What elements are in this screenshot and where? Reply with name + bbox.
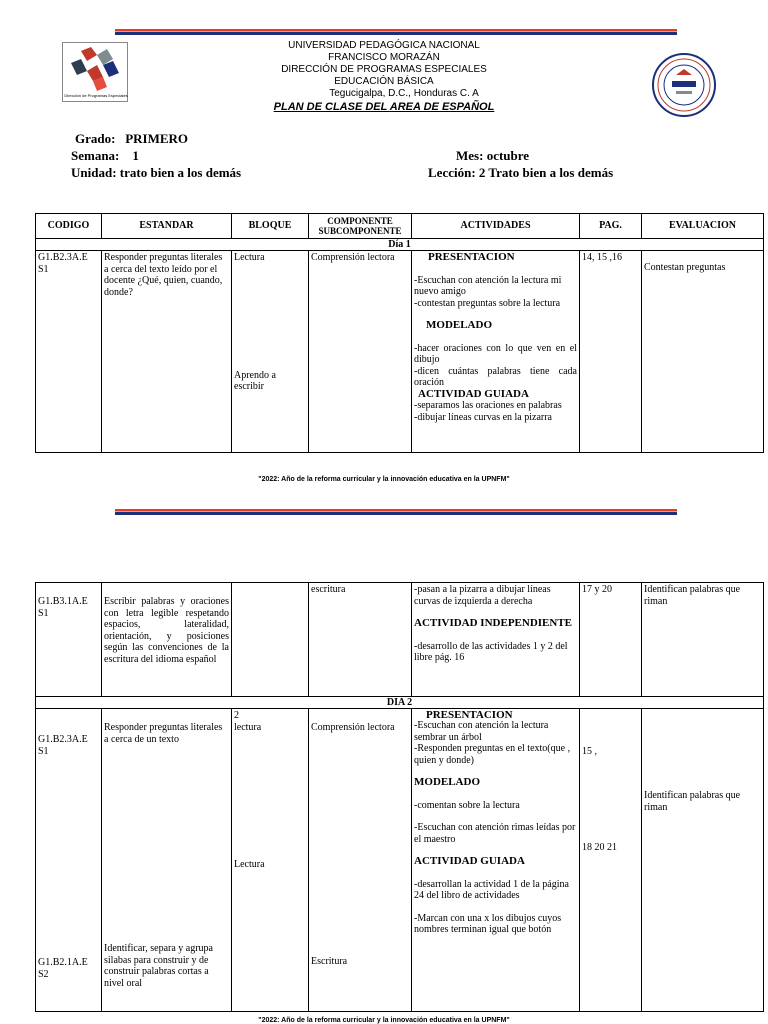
activity-text: -pasan a la pizarra a dibujar líneas curvas de izquierda a derecha [414, 584, 551, 607]
grado-value: PRIMERO [125, 131, 189, 146]
table-row [36, 251, 764, 453]
actividades-cell [412, 251, 580, 453]
mes-value: octubre [486, 148, 530, 163]
activity-text: -hacer oraciones con lo que ven en el dibujo [414, 342, 577, 365]
university-seal-icon [654, 55, 714, 115]
table-row [36, 709, 764, 1012]
codigo-text: G1.B3.1A.E S1 [38, 596, 88, 619]
col-estandar: ESTANDAR [102, 214, 232, 239]
table-row [36, 583, 764, 697]
estandar-cell: Responder preguntas literales a cerca del texto leído por el docente ¿Qué, quien, cuando, donde? [102, 251, 232, 453]
leccion-value: 2 Trato bien a los demás [478, 165, 614, 180]
activity-text: -desarrollan la actividad 1 de la página 24 del libro de actividades [414, 878, 569, 901]
evaluacion-cell: Identifican palabras que riman [642, 583, 764, 697]
activity-text: -Escuchan con atención rimas leídas por el maestro [414, 822, 576, 845]
estandar-text: Identificar, separa y agrupa silabas para construir y de construir palabras cortas a nivel oral [104, 943, 213, 989]
unidad-label: Unidad: [71, 165, 117, 180]
page-footer-2: "2022: Año de la reforma curricular y la innovación educativa en la UPNFM" [258, 1017, 510, 1024]
componente-cell: escritura [309, 583, 412, 697]
day-label: DIA 2 [36, 697, 764, 709]
activity-text: -Escuchan con atención la lectura sembrar un árbol [414, 720, 549, 743]
day-row [36, 697, 764, 709]
day-label: Día 1 [36, 239, 764, 251]
direction-name: DIRECCIÓN DE PROGRAMAS ESPECIALES [281, 64, 487, 75]
bloque-lectura: Lectura [234, 252, 265, 263]
col-evaluacion: EVALUACION [642, 214, 764, 239]
componente-text: Escritura [311, 955, 348, 967]
codigo-text: G1.B2.1A.E S2 [38, 957, 88, 980]
evaluacion-text: Contestan preguntas [644, 262, 726, 273]
bloque-number: 2 [234, 710, 239, 721]
codigo-cell [36, 583, 102, 697]
activity-text: -dicen cuántas palabras tiene cada oración [414, 365, 577, 388]
header-stripe-page2 [115, 509, 677, 515]
semana-value: 1 [132, 148, 139, 163]
left-logo-caption: Dirección de Programas Especiales [64, 93, 128, 98]
bloque-cell [232, 251, 309, 453]
estandar-text: Responder preguntas literales a cerca de un texto [104, 722, 223, 745]
evaluacion-cell [642, 709, 764, 1012]
bloque-cell [232, 583, 309, 697]
presentacion-heading: PRESENTACION [428, 251, 515, 263]
activity-text: -comentan sobre la lectura [414, 799, 520, 811]
modelado-heading: MODELADO [414, 776, 480, 788]
plan-title: PLAN DE CLASE DEL AREA DE ESPAÑOL [273, 101, 495, 113]
bloque-lectura: lectura [234, 721, 262, 733]
pag-text: 15 , [582, 746, 597, 757]
mes-line [456, 148, 529, 164]
lesson-plan-table-2 [35, 582, 764, 1012]
codigo-cell [36, 709, 102, 1012]
table-header-row [36, 214, 764, 239]
semana-line [71, 148, 139, 164]
col-componente: COMPONENTE SUBCOMPONENTE [309, 214, 412, 239]
leccion-line [428, 165, 613, 181]
estandar-cell [102, 709, 232, 1012]
pag-cell: 14, 15 ,16 [580, 251, 642, 453]
activity-text: -desarrollo de las actividades 1 y 2 del libre pág. 16 [414, 640, 568, 663]
independiente-heading: ACTIVIDAD INDEPENDIENTE [414, 617, 572, 629]
university-name: UNIVERSIDAD PEDAGÓGICA NACIONAL [288, 40, 480, 51]
presentacion-heading: PRESENTACION [426, 709, 513, 721]
activity-text: -separamos las oraciones en palabras [414, 400, 562, 411]
mes-label: Mes: [456, 148, 484, 163]
grado-line [75, 131, 188, 147]
col-pag: PAG. [580, 214, 642, 239]
university-subtitle: FRANCISCO MORAZÁN [328, 52, 440, 63]
activity-text: -Responden preguntas en el texto(que , quien y donde) [414, 743, 571, 766]
day-row [36, 239, 764, 251]
actividades-cell [412, 583, 580, 697]
activity-text: -Escuchan con atención la lectura mi nuevo amigo [414, 274, 562, 297]
header-stripe [115, 29, 677, 35]
bloque-cell [232, 709, 309, 1012]
activity-text: -contestan preguntas sobre la lectura [414, 297, 561, 309]
activity-text: -Marcan con una x los dibujos cuyos nombres terminan igual que botón [414, 912, 562, 935]
modelado-heading: MODELADO [426, 319, 492, 331]
bloque-lectura-2: Lectura [234, 859, 265, 870]
actividades-cell [412, 709, 580, 1012]
pag-cell [580, 709, 642, 1012]
estandar-cell [102, 583, 232, 697]
evaluacion-text: Identifican palabras que riman [644, 790, 741, 813]
unidad-value: trato bien a los demás [119, 165, 242, 180]
left-logo [62, 42, 128, 102]
pag-text: 18 20 21 [582, 841, 617, 853]
grado-label: Grado: [75, 131, 116, 146]
bloque-escribir: Aprendo a escribir [234, 369, 276, 392]
col-bloque: BLOQUE [232, 214, 309, 239]
componente-cell [309, 709, 412, 1012]
componente-text: Comprensión lectora [311, 722, 395, 733]
pag-cell: 17 y 20 [580, 583, 642, 697]
lesson-plan-table-1 [35, 213, 764, 453]
estandar-text: Escribir palabras y oraciones con letra legible respetando espacios, lateralidad, orientación, y posiciones según las convenciones de la escritura del idioma español [104, 596, 229, 665]
location: Tegucigalpa, D.C., Honduras C. A [329, 88, 479, 99]
evaluacion-cell [642, 251, 764, 453]
leccion-label: Lección: [428, 165, 476, 180]
unidad-line [71, 165, 241, 181]
guiada-heading: ACTIVIDAD GUIADA [414, 855, 525, 867]
semana-label: Semana: [71, 148, 120, 163]
componente-cell: Comprensión lectora [309, 251, 412, 453]
activity-text: -dibujar líneas curvas en la pizarra [414, 411, 552, 423]
col-actividades: ACTIVIDADES [412, 214, 580, 239]
guiada-heading: ACTIVIDAD GUIADA [418, 387, 529, 400]
program-name: EDUCACIÓN BÁSICA [334, 76, 434, 87]
codigo-text: G1.B2.3A.E S1 [38, 734, 88, 757]
right-logo [652, 53, 716, 117]
col-codigo: CODIGO [36, 214, 102, 239]
page-footer: "2022: Año de la reforma curricular y la innovación educativa en la UPNFM" [258, 476, 510, 483]
codigo-cell: G1.B2.3A.E S1 [36, 251, 102, 453]
